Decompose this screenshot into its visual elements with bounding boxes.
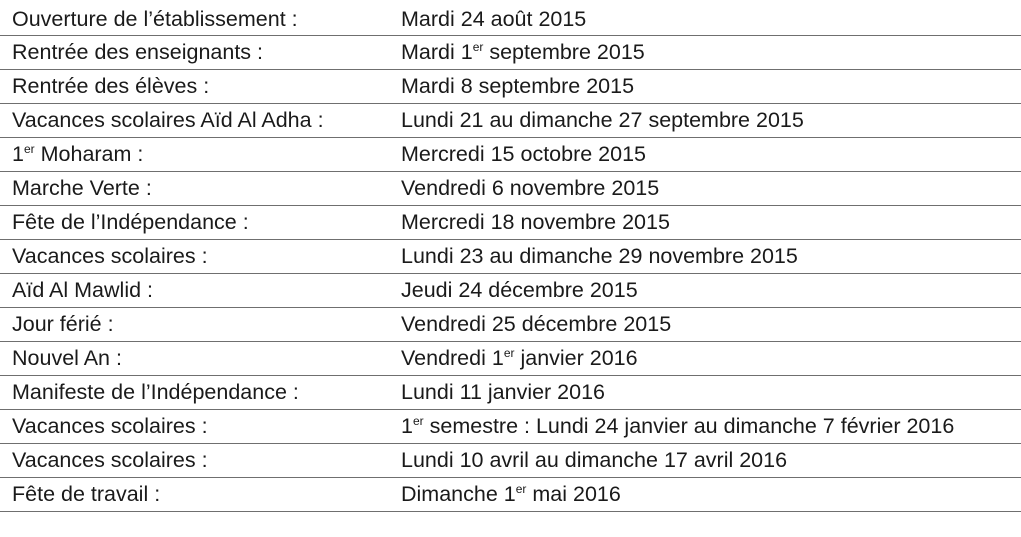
event-date: Mardi 24 août 2015 — [401, 6, 587, 31]
event-name: Vacances scolaires : — [12, 244, 208, 268]
event-date — [401, 482, 1021, 507]
event-text: Moharam : — [34, 142, 144, 166]
date-text: septembre 2015 — [483, 40, 645, 64]
table-row — [0, 104, 1021, 138]
ordinal-suffix: er — [515, 482, 527, 496]
school-calendar-table — [0, 3, 1021, 512]
date-text: semestre : Lundi 24 janvier au dimanche 7 février 2016 — [423, 414, 955, 438]
date-text: Mardi 1 — [401, 40, 473, 64]
event-date: Lundi 10 avril au dimanche 17 avril 2016 — [401, 448, 788, 472]
event-date: Lundi 23 au dimanche 29 novembre 2015 — [401, 244, 798, 268]
event-name: Vacances scolaires : — [12, 448, 208, 472]
event-date: Lundi 11 janvier 2016 — [401, 380, 606, 404]
date-text: 1 — [401, 414, 413, 438]
date-text: Dimanche 1 — [401, 482, 516, 506]
event-name: Rentrée des élèves : — [12, 74, 210, 98]
event-name: Ouverture de l’établissement : — [12, 6, 298, 31]
event-date: Vendredi 25 décembre 2015 — [401, 312, 672, 336]
ordinal-suffix: er — [412, 414, 424, 428]
event-date: Jeudi 24 décembre 2015 — [401, 278, 638, 302]
table-row — [0, 342, 1021, 376]
event-name: Marche Verte : — [12, 176, 152, 200]
event-date: Mardi 8 septembre 2015 — [401, 74, 635, 98]
event-name: Nouvel An : — [12, 346, 122, 370]
event-name: Fête de l’Indépendance : — [12, 210, 249, 234]
table-row — [0, 70, 1021, 104]
event-date: Mercredi 18 novembre 2015 — [401, 210, 670, 234]
table-row — [0, 444, 1021, 478]
table-row — [0, 308, 1021, 342]
table-row — [0, 240, 1021, 274]
table-row — [0, 478, 1021, 512]
event-name: Fête de travail : — [12, 482, 161, 506]
date-text: mai 2016 — [526, 482, 621, 506]
ordinal-suffix: er — [23, 142, 35, 156]
event-name: Rentrée des enseignants : — [12, 40, 263, 64]
event-date: Vendredi 6 novembre 2015 — [401, 176, 660, 200]
event-text: 1 — [12, 142, 24, 166]
ordinal-suffix: er — [472, 40, 484, 54]
table-row — [0, 274, 1021, 308]
date-text: Vendredi 1 — [401, 346, 504, 370]
event-name: Vacances scolaires Aïd Al Adha : — [12, 108, 324, 132]
event-date: Mercredi 15 octobre 2015 — [401, 142, 647, 166]
table-row — [0, 206, 1021, 240]
table-row — [0, 138, 1021, 172]
date-text: janvier 2016 — [514, 346, 638, 370]
event-name — [0, 142, 401, 167]
table-row — [0, 376, 1021, 410]
event-date — [401, 346, 1021, 371]
event-name: Manifeste de l’Indépendance : — [12, 380, 299, 404]
event-date: Lundi 21 au dimanche 27 septembre 2015 — [401, 108, 804, 132]
table-row — [0, 410, 1021, 444]
event-name: Jour férié : — [12, 312, 114, 336]
table-row — [0, 172, 1021, 206]
ordinal-suffix: er — [503, 346, 515, 360]
event-name: Aïd Al Mawlid : — [12, 278, 153, 302]
event-name: Vacances scolaires : — [12, 414, 208, 438]
event-date — [401, 40, 1021, 65]
table-row — [0, 3, 1021, 36]
event-date — [401, 414, 1021, 439]
table-row — [0, 36, 1021, 70]
